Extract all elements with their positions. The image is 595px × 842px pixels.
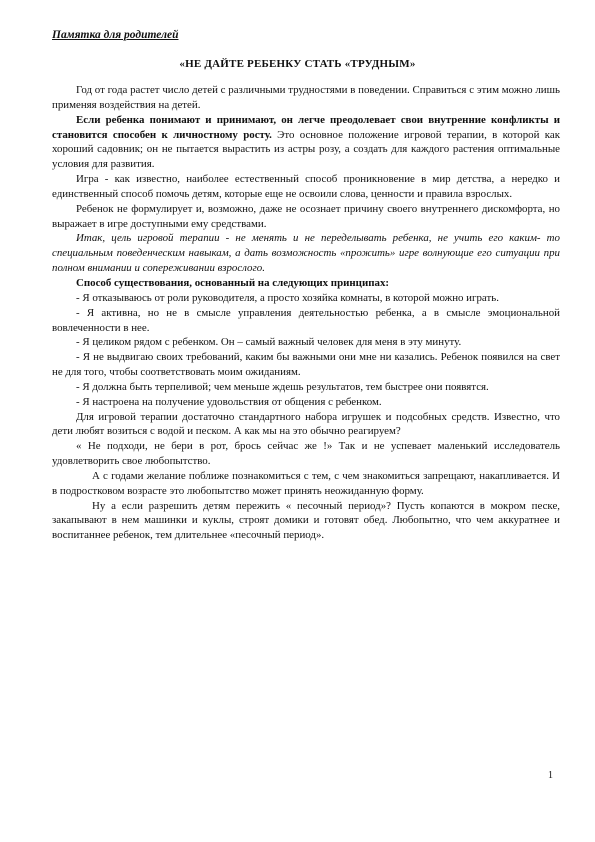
paragraph-7: Для игровой терапии достаточно стандартного набора игрушек и подсобных средств. Известно, что дети любят возиться с водой и песком. А как мы на это обычно реагируем? — [52, 410, 560, 438]
document-body — [52, 83, 560, 543]
paragraph-5: Итак, цель игровой терапии - не менять и не переделывать ребенка, не учить его каким- то специальным поведенческим навыкам, а дать возможность «прожить» игре волнующие его ситуации при полном внимании и сопереживании взрослого. — [52, 232, 560, 275]
paragraph-9: А с годами желание поближе познакомиться с тем, с чем знакомиться запрещают, накапливается. И в подростковом возрасте это любопытство может принять неожиданную форму. — [52, 469, 560, 497]
paragraph-1: Год от года растет число детей с различными трудностями в поведении. Справиться с этим можно лишь применяя воздействия на детей. — [52, 84, 560, 111]
paragraph-2 — [52, 113, 560, 172]
paragraph-4: Ребенок не формулирует и, возможно, даже не осознает причину своего внутреннего дискомфорта, но выражает в игре доступными ему средствами. — [52, 202, 560, 230]
paragraph-2-bold: Если ребенка понимают и принимают, он легче преодолевает свои внутренние конфликты и становится способен к личностному росту. — [52, 113, 560, 141]
paragraph-3: Игра - как известно, наиболее естественный способ проникновение в мир детства, а нередко и единственный способ помочь детям, которые еще не освоили слова, ценности и правила взрослых. — [52, 173, 560, 200]
principle-item: - Я целиком рядом с ребенком. Он – самый важный человек для меня в эту минуту. — [76, 336, 462, 349]
principle-item: - Я должна быть терпеливой; чем меньше ждешь результатов, тем быстрее они появятся. — [76, 380, 489, 393]
principle-item: - Я не выдвигаю своих требований, каким бы важными они мне ни казались. Ребенок появился на свет не для того, чтобы соответствовать моим ожиданиям. — [52, 351, 560, 379]
page-title: «НЕ ДАЙТЕ РЕБЕНКУ СТАТЬ «ТРУДНЫМ» — [179, 58, 416, 70]
principle-item: - Я активна, но не в смысле управления деятельностью ребенка, а в смысле эмоциональной вовлеченности в нее. — [52, 306, 560, 334]
principle-item: - Я настроена на получение удовольствия от общения с ребенком. — [76, 395, 382, 408]
principles-heading: Способ существования, основанный на следующих принципах: — [76, 276, 390, 289]
memo-heading: Памятка для родителей — [52, 29, 179, 41]
paragraph-2-rest: Это основное положение игровой терапии, в которой как хороший садовник; он не пытается вырастить из астры розу, а создать для каждого растения оптимальные условия для развития. — [52, 128, 560, 171]
paragraph-8: « Не подходи, не бери в рот, брось сейчас же !» Так и не успевает маленький исследователь удовлетворить свое любопытство. — [52, 440, 560, 468]
principle-item: - Я отказываюсь от роли руководителя, а просто хозяйка комнаты, в которой можно играть. — [76, 291, 499, 304]
page-number: 1 — [548, 770, 553, 781]
paragraph-10: Ну а если разрешить детям пережить « песочный период»? Пусть копаются в мокром песке, закапывают в нем машинки и куклы, строят домики и готовят обед. Любопытно, что чем аккуратнее и воспитаннее ребенок, тем длительнее «песочный период». — [52, 499, 560, 542]
